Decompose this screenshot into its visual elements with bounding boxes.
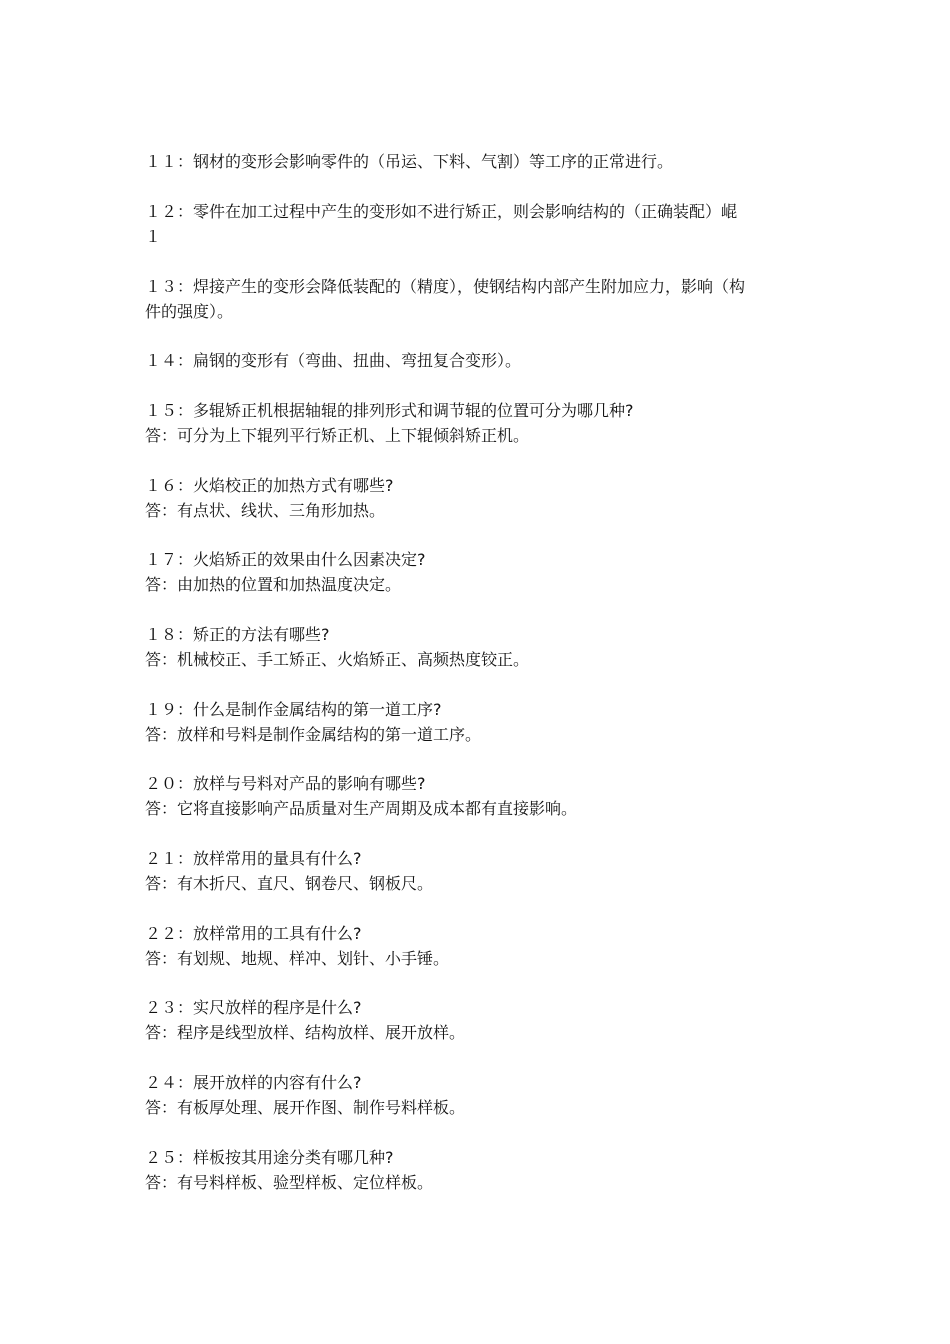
qa-item-12: [145, 199, 815, 249]
qa-item-14: [145, 348, 815, 373]
qa-item-24: [145, 1070, 815, 1120]
answer-text: 答：由加热的位置和加热温度决定。: [145, 575, 402, 594]
question-text: １６：火焰校正的加热方式有哪些?: [145, 476, 394, 495]
qa-item-18: [145, 622, 815, 672]
qa-item-19: [145, 697, 815, 747]
qa-item-11: [145, 149, 815, 174]
question-text: ２１：放样常用的量具有什么?: [145, 849, 362, 868]
question-text-continued: １: [145, 227, 162, 246]
question-text: ２４：展开放样的内容有什么?: [145, 1073, 362, 1092]
qa-item-21: [145, 846, 815, 896]
qa-item-13: [145, 274, 815, 324]
answer-text: 答：程序是线型放样、结构放样、展开放样。: [145, 1023, 466, 1042]
qa-item-23: [145, 995, 815, 1045]
answer-text: 答：可分为上下辊列平行矫正机、上下辊倾斜矫正机。: [145, 426, 530, 445]
qa-item-15: [145, 398, 815, 448]
qa-item-17: [145, 547, 815, 597]
qa-item-25: [145, 1145, 815, 1195]
answer-text: 答：有点状、线状、三角形加热。: [145, 501, 386, 520]
answer-text: 答：它将直接影响产品质量对生产周期及成本都有直接影响。: [145, 799, 578, 818]
qa-item-16: [145, 473, 815, 523]
question-text: ２３：实尺放样的程序是什么?: [145, 998, 362, 1017]
answer-text: 答：有划规、地规、样冲、划针、小手锤。: [145, 949, 450, 968]
question-text: １５：多辊矫正机根据轴辊的排列形式和调节辊的位置可分为哪几种?: [145, 401, 634, 420]
qa-item-22: [145, 921, 815, 971]
question-text: ２５：样板按其用途分类有哪几种?: [145, 1148, 394, 1167]
answer-text: 答：放样和号料是制作金属结构的第一道工序。: [145, 725, 482, 744]
question-text: １８：矫正的方法有哪些?: [145, 625, 330, 644]
question-text: ２２：放样常用的工具有什么?: [145, 924, 362, 943]
answer-text: 答：有板厚处理、展开作图、制作号料样板。: [145, 1098, 466, 1117]
question-text: １１：钢材的变形会影响零件的（吊运、下料、气割）等工序的正常进行。: [145, 152, 674, 171]
answer-text: 答：有木折尺、直尺、钢卷尺、钢板尺。: [145, 874, 434, 893]
question-text: １３：焊接产生的变形会降低装配的（精度），使钢结构内部产生附加应力，影响（构: [145, 277, 746, 296]
question-text: ２０：放样与号料对产品的影响有哪些?: [145, 774, 426, 793]
question-text: １４：扁钢的变形有（弯曲、扭曲、弯扭复合变形）。: [145, 351, 522, 370]
question-text-continued: 件的强度）。: [145, 302, 234, 321]
answer-text: 答：机械校正、手工矫正、火焰矫正、高频热度铰正。: [145, 650, 530, 669]
question-text: １７：火焰矫正的效果由什么因素决定?: [145, 550, 426, 569]
question-text: １２：零件在加工过程中产生的变形如不进行矫正，则会影响结构的（正确装配）崐: [145, 202, 738, 221]
qa-item-20: [145, 771, 815, 821]
answer-text: 答：有号料样板、验型样板、定位样板。: [145, 1173, 434, 1192]
question-text: １９：什么是制作金属结构的第一道工序?: [145, 700, 442, 719]
